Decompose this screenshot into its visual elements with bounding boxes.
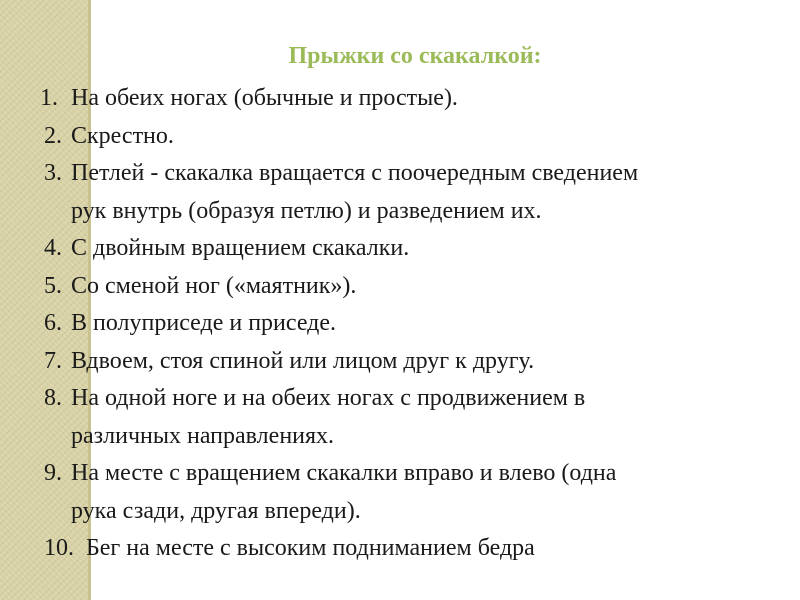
list-item-text: На одной ноге и на обеих ногах с продвижением в различных направлениях. (71, 385, 586, 449)
list-item-number: 7. (44, 347, 62, 374)
jump-rope-exercise-list (0, 80, 800, 568)
list-item (0, 268, 800, 306)
list-item-number: 8. (44, 385, 62, 411)
list-item (0, 530, 800, 568)
list-item-number: 2. (44, 122, 62, 149)
list-item (0, 380, 800, 455)
list-item (0, 155, 800, 230)
list-item-text: На месте с вращением скакалки вправо и влево (одна рука сзади, другая впереди). (71, 460, 617, 524)
list-item (0, 455, 800, 530)
list-item-text: Бег на месте с высоким подниманием бедра (86, 535, 535, 561)
list-item (0, 80, 800, 118)
list-item-text: Скрестно. (71, 122, 174, 149)
list-item-number: 6. (44, 310, 62, 336)
list-item (0, 343, 800, 381)
list-item-number: 10. (44, 535, 74, 561)
list-item (0, 230, 800, 268)
list-item (0, 305, 800, 343)
slide-title: Прыжки со скакалкой: (288, 43, 542, 69)
list-item-number: 4. (44, 235, 62, 261)
list-item-text: Вдвоем, стоя спиной или лицом друг к другу. (71, 347, 535, 374)
list-item-text: Со сменой ног («маятник»). (71, 272, 357, 299)
list-item-text: На обеих ногах (обычные и простые). (71, 85, 458, 111)
list-item-number: 5. (44, 272, 62, 299)
list-item-number: 9. (44, 460, 62, 486)
list-item-text: Петлей - скакалка вращается с поочередным сведением рук внутрь (образуя петлю) и разведением их. (71, 160, 639, 224)
list-item-text: В полуприседе и приседе. (71, 310, 337, 336)
list-item-number: 1. (40, 85, 58, 111)
list-item-text: С двойным вращением скакалки. (71, 235, 410, 261)
list-item (0, 118, 800, 156)
list-item-number: 3. (44, 160, 62, 186)
